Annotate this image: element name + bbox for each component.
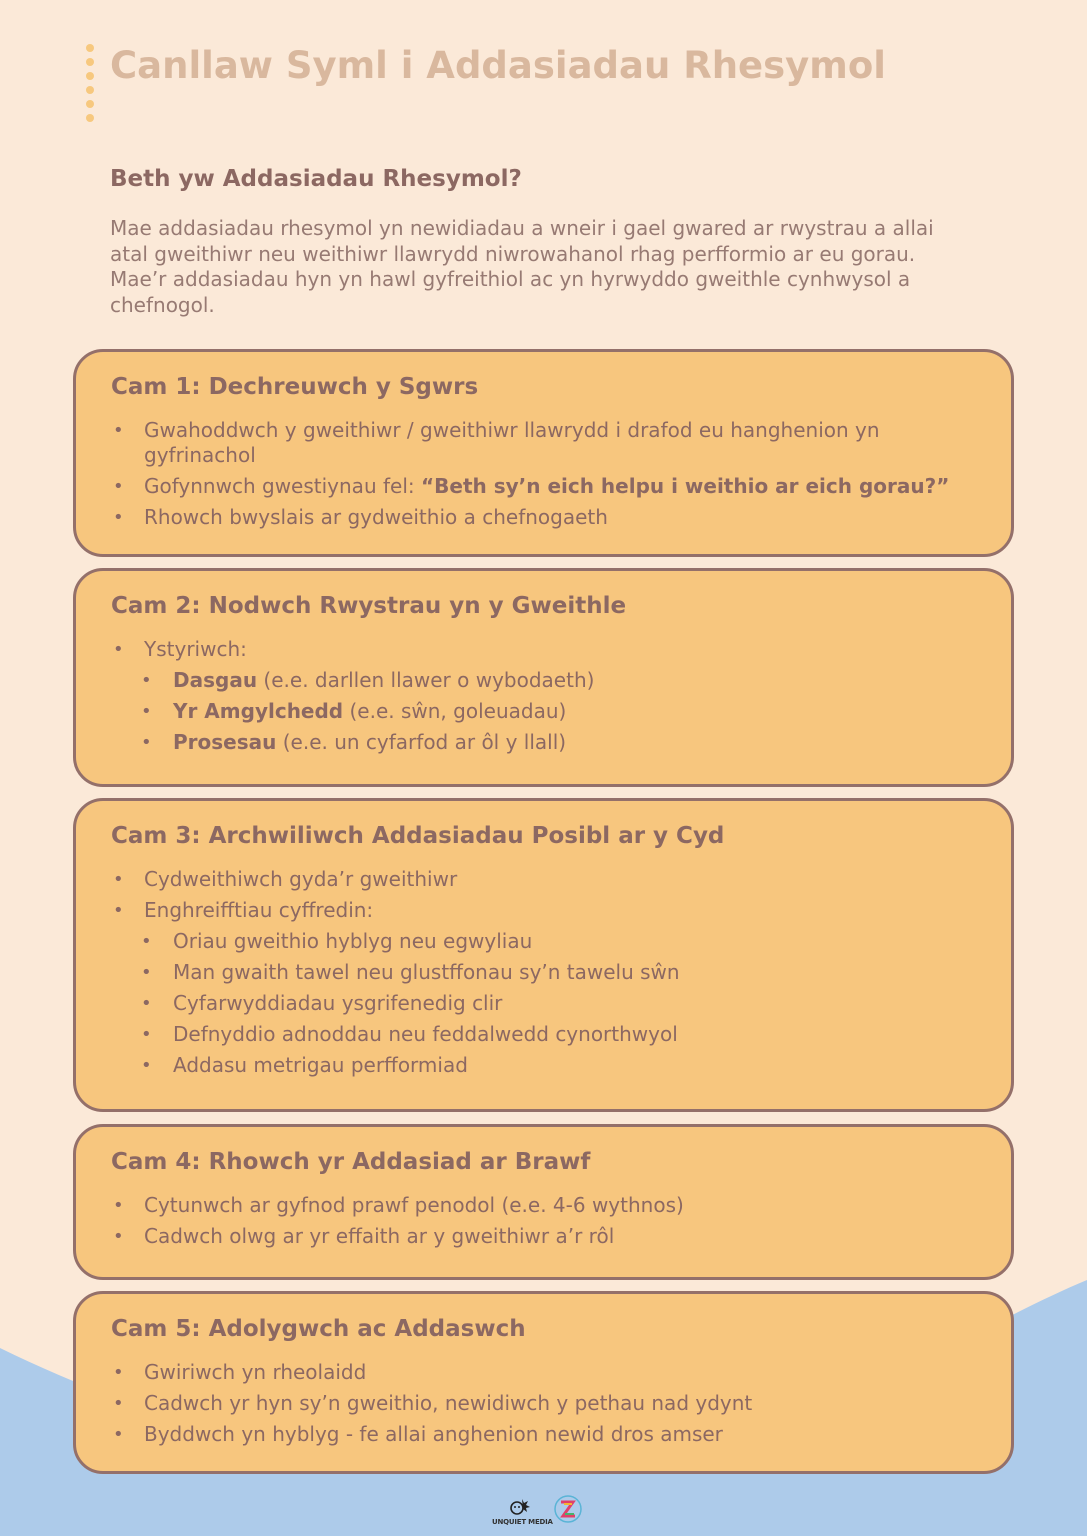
sub-list-item [111,1022,977,1047]
page-title: Canllaw Syml i Addasiadau Rhesymol [110,44,886,87]
intro-text: Mae addasiadau rhesymol yn newidiadau a wneir i gael gwared ar rwystrau a allai atal gweithiwr neu weithiwr llawrydd niwrowahanol rhag perfformio ar eu gorau. Mae’r addasiadau hyn yn hawl gyfreithiol ac yn hyrwyddo gweithle cynhwysol a chefnogol. [110,216,934,317]
list-item-text: (e.e. un cyfarfod ar ôl y llall) [276,730,567,754]
step-title: Cam 4: Rhowch yr Addasiad ar Brawf [111,1149,591,1175]
unquiet-media-logo-text: UNQUIET MEDIA [492,1518,553,1526]
partner-logo-icon [552,1492,584,1526]
list-item [111,474,977,499]
sub-list-item [111,960,977,985]
list-item-text: Cydweithiwch gyda’r gweithiwr [144,867,458,891]
list-item-text: Gwiriwch yn rheolaidd [144,1360,367,1384]
intro-heading: Beth yw Addasiadau Rhesymol? [110,166,522,192]
unquiet-media-logo-icon [508,1495,534,1517]
list-item-text: Man gwaith tawel neu glustffonau sy’n tawelu sŵn [173,960,680,984]
list-item [111,637,977,662]
list-item [111,1193,977,1218]
step-4-card [73,1124,1014,1280]
sub-list-item [111,699,977,724]
sub-list-item [111,730,977,755]
step-3-card [73,798,1014,1112]
step-list [111,867,977,1078]
step-title: Cam 2: Nodwch Rwystrau yn y Gweithle [111,593,627,619]
list-item-quote: “Beth sy’n eich helpu i weithio ar eich gorau?” [420,474,950,498]
list-item [111,1224,977,1249]
list-item-text: Oriau gweithio hyblyg neu egwyliau [173,929,533,953]
list-item-text: Gofynnwch gwestiynau fel: [144,474,421,498]
list-item [111,1360,977,1385]
list-item-text: (e.e. darllen llawer o wybodaeth) [257,668,595,692]
list-item-text: Enghreifftiau cyffredin: [144,898,374,922]
list-item-text: Addasu metrigau perfformiad [173,1053,468,1077]
list-item-text: Byddwch yn hyblyg - fe allai anghenion newid dros amser [144,1422,723,1446]
list-item [111,867,977,892]
list-item-bold: Yr Amgylchedd [173,699,344,723]
decorative-dots [86,44,94,128]
step-2-card [73,568,1014,787]
list-item-text: Cytunwch ar gyfnod prawf penodol (e.e. 4-6 wythnos) [144,1193,684,1217]
list-item-text: Cadwch yr hyn sy’n gweithio, newidiwch y pethau nad ydynt [144,1391,753,1415]
sub-list-item [111,929,977,954]
list-item-bold: Dasgau [173,668,258,692]
list-item [111,505,977,530]
list-item-text: Rhowch bwyslais ar gydweithio a chefnogaeth [144,505,608,529]
list-item-bold: Prosesau [173,730,277,754]
sub-list-item [111,668,977,693]
step-5-card [73,1291,1014,1474]
list-item [111,418,977,468]
list-item-text: Defnyddio adnoddau neu feddalwedd cynorthwyol [173,1022,678,1046]
sub-list-item [111,1053,977,1078]
sub-list-item [111,991,977,1016]
footer-logos [490,1490,590,1530]
step-list [111,418,977,530]
step-list [111,1193,977,1249]
list-item-text: Cyfarwyddiadau ysgrifenedig clir [173,991,503,1015]
step-title: Cam 3: Archwiliwch Addasiadau Posibl ar y Cyd [111,823,725,849]
list-item [111,1422,977,1447]
step-title: Cam 5: Adolygwch ac Addaswch [111,1316,526,1342]
step-title: Cam 1: Dechreuwch y Sgwrs [111,374,479,400]
list-item [111,1391,977,1416]
step-1-card [73,349,1014,557]
step-list [111,1360,977,1447]
step-list [111,637,977,755]
list-item-text: (e.e. sŵn, goleuadau) [343,699,567,723]
list-item [111,898,977,923]
list-item-text: Gwahoddwch y gweithiwr / gweithiwr llawrydd i drafod eu hanghenion yn gyfrinachol [144,418,880,467]
list-item-text: Ystyriwch: [144,637,247,661]
list-item-text: Cadwch olwg ar yr effaith ar y gweithiwr a’r rôl [144,1224,615,1248]
